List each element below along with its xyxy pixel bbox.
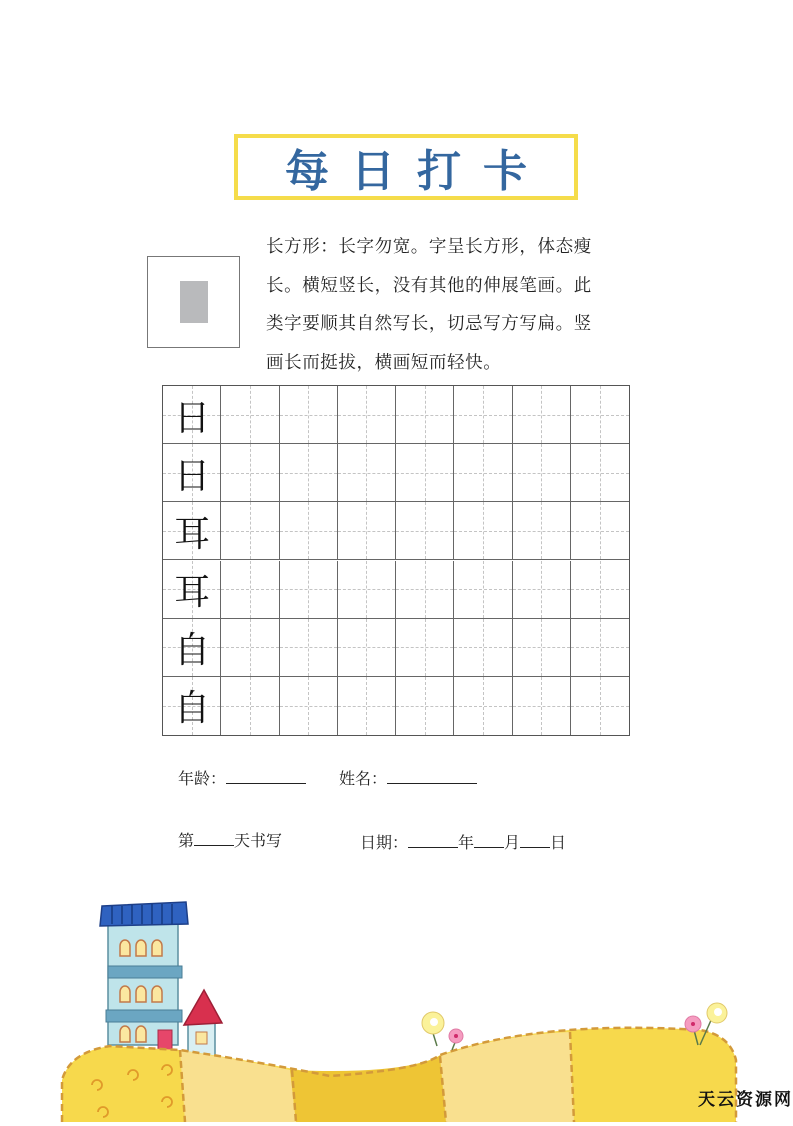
model-character-cell [163, 619, 221, 677]
month-blank[interactable] [474, 833, 504, 848]
practice-cell[interactable] [280, 444, 338, 502]
practice-cell[interactable] [454, 619, 512, 677]
practice-cell[interactable] [338, 619, 396, 677]
practice-cell[interactable] [454, 386, 512, 444]
grid-row [163, 502, 629, 560]
day-count-blank[interactable] [194, 831, 234, 846]
practice-cell[interactable] [396, 561, 454, 619]
day-prefix: 第 [178, 831, 195, 850]
practice-cell[interactable] [280, 677, 338, 735]
model-character: 耳 [174, 572, 211, 614]
practice-cell[interactable] [396, 502, 454, 560]
model-character: 日 [174, 455, 211, 497]
model-character: 自 [174, 688, 211, 730]
description-paragraph [266, 228, 634, 382]
day-suffix: 天书写 [234, 831, 283, 850]
practice-cell[interactable] [396, 444, 454, 502]
practice-cell[interactable] [280, 619, 338, 677]
practice-cell[interactable] [513, 444, 571, 502]
practice-cell[interactable] [221, 386, 279, 444]
practice-cell[interactable] [571, 561, 629, 619]
age-label: 年龄： [178, 769, 227, 788]
description-line: 类字要顺其自然写长，切忌写方写扁。竖 [266, 314, 592, 334]
practice-cell[interactable] [396, 677, 454, 735]
practice-cell[interactable] [513, 619, 571, 677]
practice-cell[interactable] [513, 502, 571, 560]
month-label: 月 [504, 833, 521, 852]
practice-cell[interactable] [454, 677, 512, 735]
model-character-cell [163, 561, 221, 619]
practice-cell[interactable] [513, 561, 571, 619]
grid-row [163, 386, 629, 444]
practice-cell[interactable] [396, 619, 454, 677]
tall-house-icon [100, 902, 188, 1052]
practice-cell[interactable] [513, 677, 571, 735]
model-character-cell [163, 502, 221, 560]
practice-cell[interactable] [338, 677, 396, 735]
model-character: 耳 [174, 513, 211, 555]
grid-row [163, 444, 629, 502]
long-rectangle-shape-icon [180, 281, 208, 323]
year-blank[interactable] [408, 833, 458, 848]
model-character-cell [163, 386, 221, 444]
age-field [178, 766, 306, 789]
description-line: 长方形：长字勿宽。字呈长方形，体态瘦 [266, 237, 592, 257]
name-field [339, 766, 477, 789]
model-character-cell [163, 677, 221, 735]
practice-cell[interactable] [221, 502, 279, 560]
practice-cell[interactable] [396, 386, 454, 444]
practice-cell[interactable] [454, 444, 512, 502]
practice-cell[interactable] [571, 386, 629, 444]
practice-cell[interactable] [221, 561, 279, 619]
grid-row [163, 677, 629, 735]
year-label: 年 [458, 833, 475, 852]
practice-cell[interactable] [221, 444, 279, 502]
day-label: 日 [550, 833, 567, 852]
model-character: 日 [174, 397, 211, 439]
practice-cell[interactable] [571, 502, 629, 560]
date-field [360, 830, 566, 853]
practice-cell[interactable] [454, 502, 512, 560]
name-blank[interactable] [387, 769, 477, 784]
practice-cell[interactable] [338, 444, 396, 502]
practice-cell[interactable] [571, 677, 629, 735]
model-character: 自 [174, 630, 211, 672]
practice-cell[interactable] [338, 561, 396, 619]
description-line: 画长而挺拔，横画短而轻快。 [266, 352, 502, 373]
sample-character-box [147, 256, 240, 348]
practice-cell[interactable] [280, 386, 338, 444]
practice-cell[interactable] [280, 561, 338, 619]
page-title: 每日打卡 [285, 146, 549, 197]
decorative-scene [0, 880, 793, 1122]
house-hill-illustration-icon [0, 880, 793, 1122]
grid-row [163, 561, 629, 619]
practice-cell[interactable] [221, 677, 279, 735]
practice-cell[interactable] [571, 444, 629, 502]
practice-grid [162, 385, 630, 736]
practice-cell[interactable] [338, 386, 396, 444]
day-blank[interactable] [520, 833, 550, 848]
practice-cell[interactable] [338, 502, 396, 560]
age-blank[interactable] [226, 769, 306, 784]
practice-cell[interactable] [454, 561, 512, 619]
practice-cell[interactable] [221, 619, 279, 677]
practice-cell[interactable] [513, 386, 571, 444]
grid-row [163, 619, 629, 677]
watermark: 天云资源网 [698, 1090, 793, 1110]
practice-cell[interactable] [571, 619, 629, 677]
day-count-field [178, 828, 282, 851]
name-label: 姓名： [339, 769, 388, 788]
date-label: 日期： [360, 833, 409, 852]
model-character-cell [163, 444, 221, 502]
title-banner [234, 134, 578, 200]
practice-cell[interactable] [280, 502, 338, 560]
description-line: 长。横短竖长，没有其他的伸展笔画。此 [266, 275, 592, 296]
